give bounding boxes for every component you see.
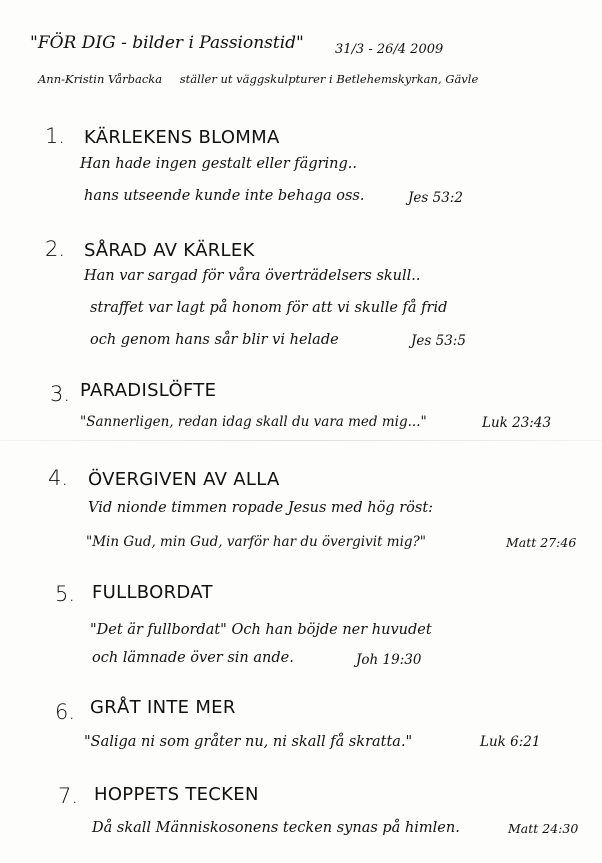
scripture-reference: Luk 6:21 [480, 734, 541, 750]
scripture-reference: Matt 27:46 [506, 535, 577, 550]
item-line: "Saliga ni som gråter nu, ni skall få skratta." [84, 734, 413, 750]
item-title: KÄRLEKENS BLOMMA [84, 127, 280, 148]
exhibition-dates: 31/3 - 26/4 2009 [335, 42, 444, 57]
item-line: hans utseende kunde inte behaga oss. [84, 188, 365, 204]
item-line: Han hade ingen gestalt eller fägring.. [80, 156, 358, 172]
item-number: 5. [55, 582, 76, 606]
item-line: och lämnade över sin ande. [92, 650, 294, 666]
item-number: 4. [48, 466, 69, 490]
item-line: Han var sargad för våra överträdelsers skull.. [84, 268, 421, 284]
item-number: 1. [45, 124, 66, 148]
item-line: Då skall Människosonens tecken synas på himlen. [92, 820, 460, 836]
item-line: "Min Gud, min Gud, varför har du övergivit mig?" [86, 534, 426, 550]
exhibitor-line [38, 72, 478, 86]
item-title: FULLBORDAT [92, 582, 213, 603]
item-title: GRÅT INTE MER [90, 697, 236, 718]
item-line: "Sannerligen, redan idag skall du vara med mig..." [80, 414, 427, 430]
item-number: 7. [58, 784, 79, 808]
item-title: SÅRAD AV KÄRLEK [84, 240, 255, 261]
page-title: "FÖR DIG - bilder i Passionstid" [30, 33, 304, 53]
item-line: Vid nionde timmen ropade Jesus med hög röst: [88, 500, 434, 516]
item-line: straffet var lagt på honom för att vi skulle få frid [90, 300, 448, 316]
scripture-reference: Jes 53:5 [411, 333, 466, 349]
scripture-reference: Jes 53:2 [408, 190, 463, 206]
item-line: och genom hans sår blir vi helade [90, 332, 339, 348]
exhibitor-name: Ann-Kristin Vårbacka [38, 72, 163, 86]
paper-fold-line [0, 440, 602, 441]
item-title: ÖVERGIVEN AV ALLA [88, 469, 280, 490]
item-number: 2. [45, 237, 66, 261]
scripture-reference: Matt 24:30 [508, 821, 579, 836]
exhibitor-text: ställer ut väggskulpturer i Betlehemskyrkan, Gävle [179, 72, 479, 86]
scripture-reference: Joh 19:30 [356, 652, 422, 668]
item-number: 3. [50, 382, 71, 406]
item-title: PARADISLÖFTE [80, 380, 217, 401]
item-line: "Det är fullbordat" Och han böjde ner huvudet [90, 622, 432, 638]
item-title: HOPPETS TECKEN [94, 784, 259, 805]
scripture-reference: Luk 23:43 [482, 415, 552, 431]
item-number: 6. [55, 700, 76, 724]
